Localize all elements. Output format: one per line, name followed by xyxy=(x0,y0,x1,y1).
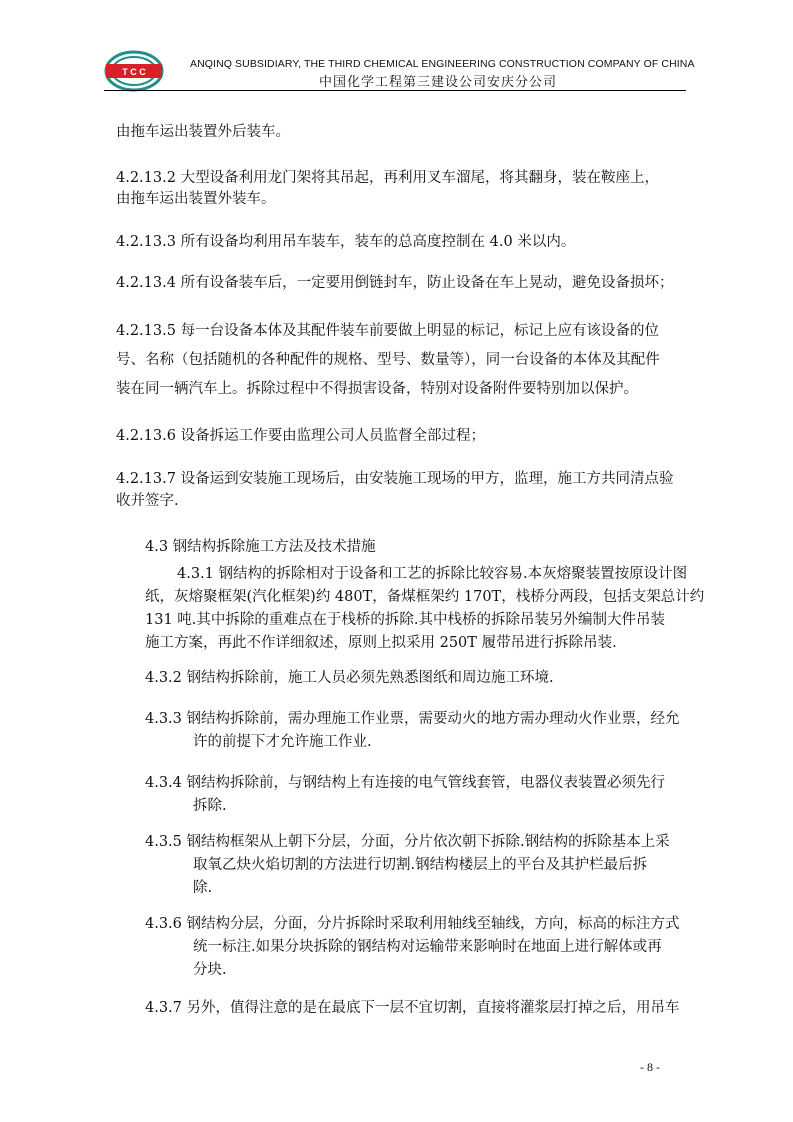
paragraph-4-3-3-line2: 许的前提下才允许施工作业. xyxy=(193,734,372,750)
paragraph-4-2-13-3: 4.2.13.3 所有设备均利用吊车装车，装车的总高度控制在 4.0 米以内。 xyxy=(116,234,576,250)
paragraph-4-2-13-7-line2: 收并签字. xyxy=(116,493,179,509)
paragraph-4-2-13-7-line1: 4.2.13.7 设备运到安装施工现场后，由安装施工现场的甲方，监理，施工方共同清点验 xyxy=(116,471,674,487)
page-header xyxy=(0,0,793,100)
page-number: - 8 - xyxy=(640,1060,660,1074)
paragraph-4-3-1-line4: 施工方案，再此不作详细叙述，原则上拟采用 250T 履带吊进行拆除吊装. xyxy=(145,635,617,651)
paragraph-4-3-5-line1: 4.3.5 钢结构框架从上朝下分层，分面，分片依次朝下拆除.钢结构的拆除基本上采 xyxy=(145,834,670,850)
paragraph-4-3-6-line3: 分块. xyxy=(193,962,227,978)
paragraph-4-3-1-line3: 131 吨.其中拆除的重难点在于栈桥的拆除.其中栈桥的拆除吊装另外编制大件吊装 xyxy=(145,612,666,628)
paragraph-4-2-13-2-line1: 4.2.13.2 大型设备利用龙门架将其吊起，再利用叉车溜尾，将其翻身，装在鞍座上， xyxy=(116,170,660,186)
company-name-cn: 中国化学工程第三建设公司安庆分公司 xyxy=(318,75,557,90)
paragraph-4-3-5-line3: 除. xyxy=(193,880,213,896)
paragraph-4-2-13-4: 4.2.13.4 所有设备装车后，一定要用倒链封车，防止设备在车上晃动，避免设备损坏； xyxy=(116,275,674,291)
paragraph-4-3-2: 4.3.2 钢结构拆除前，施工人员必须先熟悉图纸和周边施工环境. xyxy=(145,670,554,686)
company-name-en: ANQINQ SUBSIDIARY, THE THIRD CHEMICAL ENGINEERING CONSTRUCTION COMPANY OF CHINA xyxy=(190,58,695,70)
paragraph-4-3-3-line1: 4.3.3 钢结构拆除前，需办理施工作业票，需要动火的地方需办理动火作业票，经允 xyxy=(145,711,680,727)
paragraph-4-2-13-2-line2: 由拖车运出装置外装车。 xyxy=(116,191,276,207)
paragraph-4-2-13-5-line3: 装在同一辆汽车上。拆除过程中不得损害设备，特别对设备附件要特别加以保护。 xyxy=(116,381,638,397)
paragraph-4-3-5-line2: 取氧乙炔火焰切割的方法进行切割.钢结构楼层上的平台及其护栏最后拆 xyxy=(193,857,648,873)
company-logo xyxy=(104,50,164,92)
paragraph-4-2-13-6: 4.2.13.6 设备拆运工作要由监理公司人员监督全部过程； xyxy=(116,428,486,444)
paragraph-4-3-7: 4.3.7 另外，值得注意的是在最底下一层不宜切割，直接将灌浆层打掉之后，用吊车 xyxy=(145,1000,680,1016)
paragraph-4-3-4-line1: 4.3.4 钢结构拆除前，与钢结构上有连接的电气管线套管，电器仪表装置必须先行 xyxy=(145,775,666,791)
paragraph-4-3-6-line1: 4.3.6 钢结构分层，分面，分片拆除时采取利用轴线至轴线，方向，标高的标注方式 xyxy=(145,916,680,932)
paragraph-line: 由拖车运出装置外后装车。 xyxy=(116,124,290,140)
paragraph-4-3-1-line1: 4.3.1 钢结构的拆除相对于设备和工艺的拆除比较容易.本灰熔聚装置按原设计图 xyxy=(177,566,688,582)
paragraph-4-2-13-5-line2: 号、名称（包括随机的各种配件的规格、型号、数量等），同一台设备的本体及其配件 xyxy=(116,352,660,368)
section-4-3-title: 4.3 钢结构拆除施工方法及技术措施 xyxy=(145,539,376,555)
logo-text: T C C xyxy=(122,67,146,77)
header-rule xyxy=(104,90,686,91)
paragraph-4-2-13-5-line1: 4.2.13.5 每一台设备本体及其配件装车前要做上明显的标记，标记上应有该设备的位 xyxy=(116,323,660,339)
paragraph-4-3-1-line2: 纸，灰熔聚框架(汽化框架)约 480T，备煤框架约 170T，栈桥分两段，包括支架总计约 xyxy=(145,589,705,605)
paragraph-4-3-6-line2: 统一标注.如果分块拆除的钢结构对运输带来影响时在地面上进行解体或再 xyxy=(193,939,662,955)
paragraph-4-3-4-line2: 拆除. xyxy=(193,798,227,814)
